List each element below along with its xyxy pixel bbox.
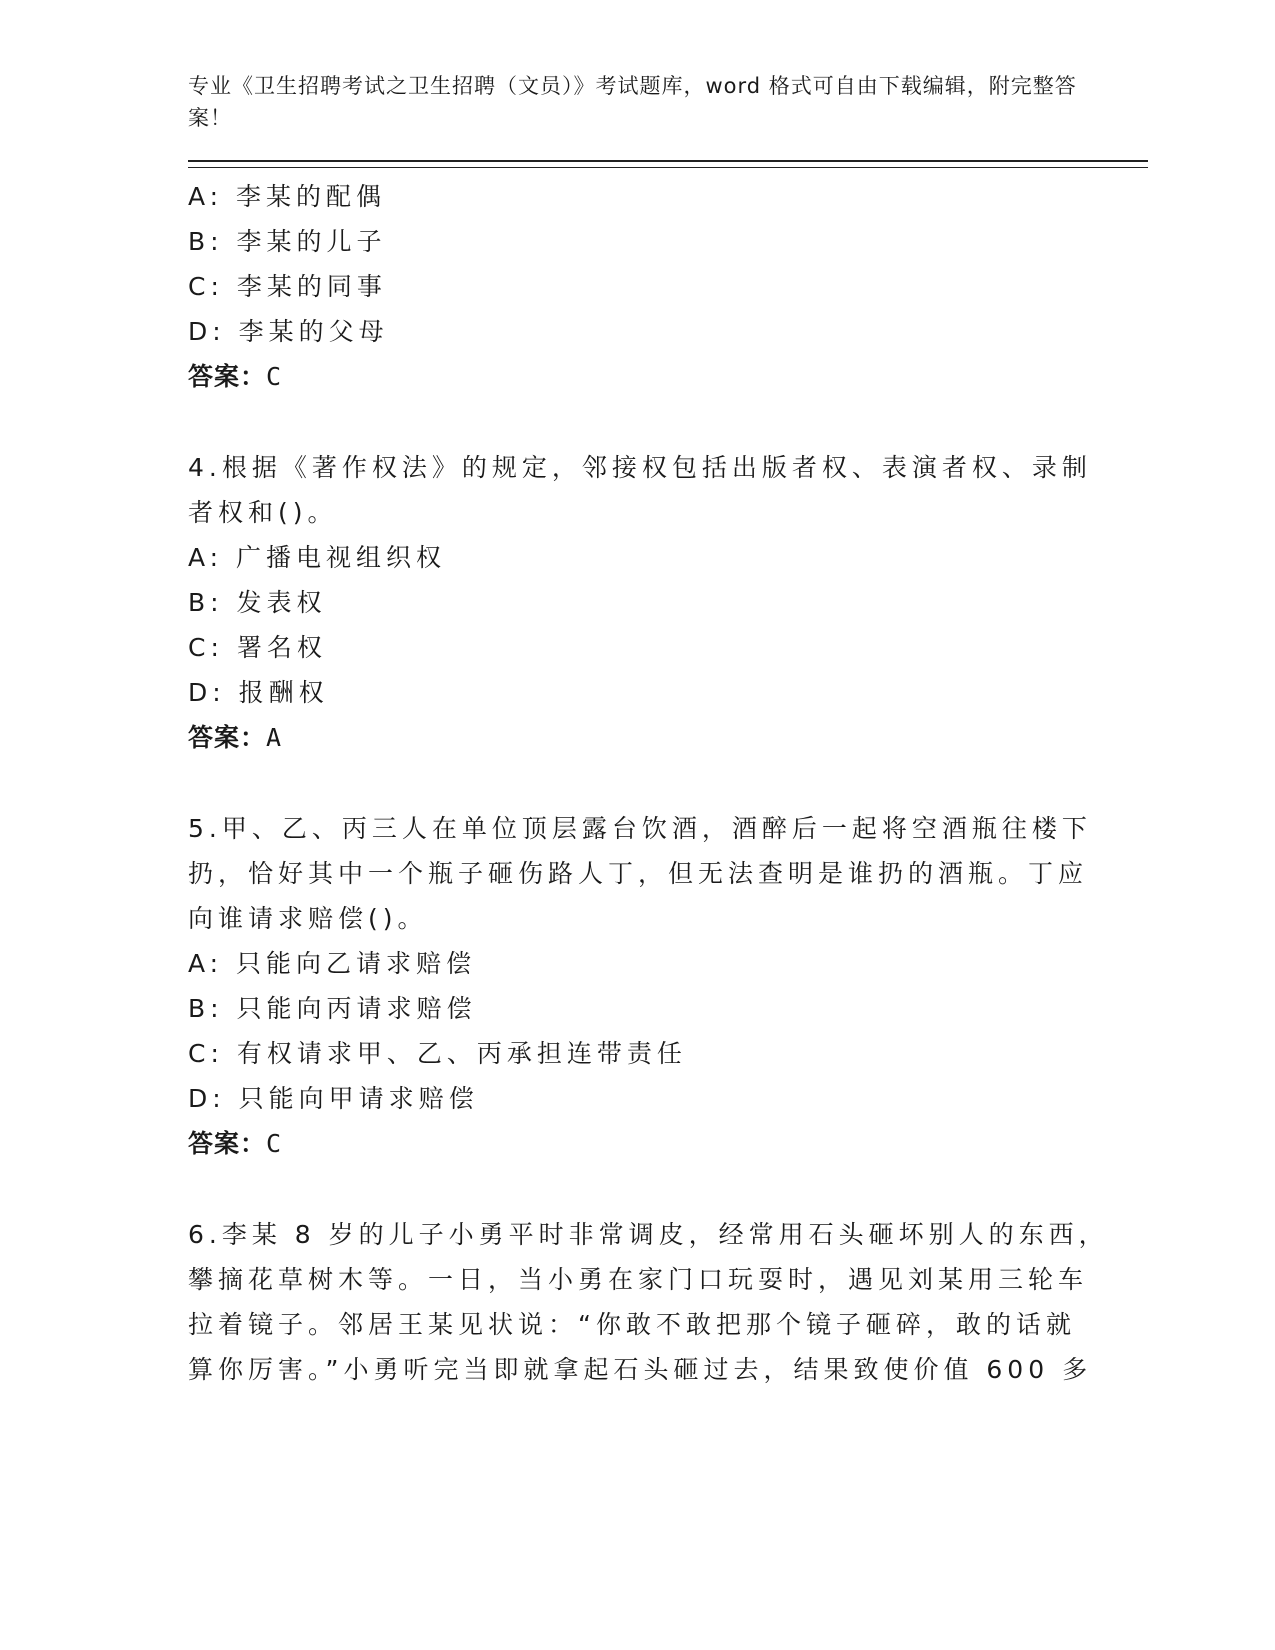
spacer — [188, 1166, 1148, 1212]
question-3 — [188, 174, 1148, 399]
option-a: A: 广播电视组织权 — [188, 543, 447, 572]
question-stem-continued: 攀摘花草树木等。一日，当小勇在家门口玩耍时，遇见刘某用三轮车 — [188, 1265, 1089, 1294]
document-page — [188, 70, 1148, 1392]
answer-value: C — [266, 362, 283, 391]
question-stem-continued: 算你厉害。”小勇听完当即就拿起石头砸过去，结果致使价值 600 多 — [188, 1355, 1093, 1384]
option-d: D: 报酬权 — [188, 678, 329, 707]
question-stem-continued: 扔，恰好其中一个瓶子砸伤路人丁，但无法查明是谁扔的酒瓶。丁应 — [188, 859, 1089, 888]
answer-label: 答案： — [188, 1129, 267, 1158]
option-d: D: 只能向甲请求赔偿 — [188, 1084, 479, 1113]
question-stem: 4.根据《著作权法》的规定，邻接权包括出版者权、表演者权、录制 — [188, 453, 1092, 482]
answer-line — [188, 1121, 1148, 1166]
question-stem-continued: 向谁请求赔偿()。 — [188, 904, 428, 933]
option-c: C: 有权请求甲、乙、丙承担连带责任 — [188, 1039, 687, 1068]
option-c: C: 李某的同事 — [188, 272, 387, 301]
answer-label: 答案： — [188, 362, 267, 391]
spacer — [188, 399, 1148, 445]
answer-value: A — [266, 723, 283, 752]
document-intro: 专业《卫生招聘考试之卫生招聘（文员）》考试题库，word 格式可自由下载编辑，附完整答案！ — [188, 74, 1077, 130]
option-a: A: 李某的配偶 — [188, 182, 387, 211]
header-divider — [188, 160, 1148, 168]
question-stem: 5.甲、乙、丙三人在单位顶层露台饮酒，酒醉后一起将空酒瓶往楼下 — [188, 814, 1092, 843]
option-c: C: 署名权 — [188, 633, 327, 662]
option-d: D: 李某的父母 — [188, 317, 389, 346]
question-6 — [188, 1212, 1148, 1392]
answer-line — [188, 354, 1148, 399]
question-list — [188, 174, 1148, 1392]
answer-label: 答案： — [188, 723, 267, 752]
option-b: B: 只能向丙请求赔偿 — [188, 994, 477, 1023]
option-b: B: 李某的儿子 — [188, 227, 387, 256]
question-stem: 6.李某 8 岁的儿子小勇平时非常调皮，经常用石头砸坏别人的东西， — [188, 1220, 1109, 1249]
option-b: B: 发表权 — [188, 588, 327, 617]
answer-value: C — [266, 1129, 283, 1158]
option-a: A: 只能向乙请求赔偿 — [188, 949, 477, 978]
question-stem-continued: 者权和()。 — [188, 498, 338, 527]
question-4 — [188, 445, 1148, 760]
answer-line — [188, 715, 1148, 760]
spacer — [188, 760, 1148, 806]
question-stem-continued: 拉着镜子。邻居王某见状说：“你敢不敢把那个镜子砸碎，敢的话就 — [188, 1310, 1076, 1339]
question-5 — [188, 806, 1148, 1166]
